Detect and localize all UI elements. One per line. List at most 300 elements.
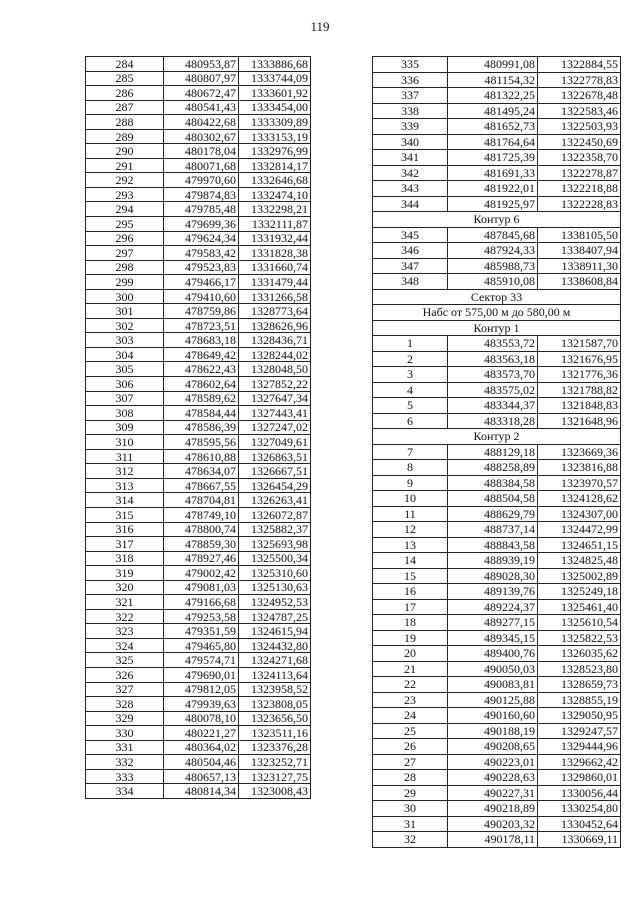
point-number: 22 <box>373 677 448 693</box>
x-coordinate: 488737,14 <box>448 522 538 538</box>
x-coordinate: 488939,19 <box>448 553 538 569</box>
x-coordinate: 478683,18 <box>164 333 239 348</box>
table-row <box>373 692 621 708</box>
point-number: 310 <box>86 435 164 450</box>
table-row <box>373 134 621 150</box>
table-row <box>373 537 621 553</box>
table-row <box>86 551 311 566</box>
table-row <box>86 57 311 72</box>
point-number: 314 <box>86 493 164 508</box>
x-coordinate: 478859,30 <box>164 537 239 552</box>
y-coordinate: 1325310,60 <box>239 566 311 581</box>
table-row <box>86 362 311 377</box>
point-number: 17 <box>373 599 448 615</box>
point-number: 316 <box>86 522 164 537</box>
point-number: 336 <box>373 72 448 88</box>
point-number: 303 <box>86 333 164 348</box>
point-number: 30 <box>373 801 448 817</box>
y-coordinate: 1323008,43 <box>239 784 311 799</box>
section-heading-row <box>373 289 621 305</box>
y-coordinate: 1328523,80 <box>538 661 621 677</box>
table-row <box>86 246 311 261</box>
x-coordinate: 478589,62 <box>164 391 239 406</box>
table-row <box>373 119 621 135</box>
point-number: 31 <box>373 816 448 832</box>
y-coordinate: 1332976,99 <box>239 144 311 159</box>
y-coordinate: 1325610,54 <box>538 615 621 631</box>
point-number: 3 <box>373 367 448 383</box>
x-coordinate: 487845,68 <box>448 227 538 243</box>
y-coordinate: 1322228,83 <box>538 196 621 212</box>
table-row <box>86 144 311 159</box>
table-row <box>86 755 311 770</box>
table-row <box>373 708 621 724</box>
point-number: 287 <box>86 100 164 115</box>
point-number: 324 <box>86 638 164 653</box>
y-coordinate: 1332814,17 <box>239 158 311 173</box>
point-number: 334 <box>86 784 164 799</box>
y-coordinate: 1325002,89 <box>538 568 621 584</box>
x-coordinate: 478595,56 <box>164 435 239 450</box>
x-coordinate: 489345,15 <box>448 630 538 646</box>
y-coordinate: 1329247,57 <box>538 723 621 739</box>
point-number: 320 <box>86 580 164 595</box>
table-row <box>373 553 621 569</box>
table-row <box>373 754 621 770</box>
table-row <box>373 816 621 832</box>
point-number: 19 <box>373 630 448 646</box>
table-row <box>86 202 311 217</box>
y-coordinate: 1326454,29 <box>239 478 311 493</box>
table-row <box>86 697 311 712</box>
x-coordinate: 479812,05 <box>164 682 239 697</box>
x-coordinate: 480953,87 <box>164 57 239 72</box>
y-coordinate: 1328626,96 <box>239 318 311 333</box>
table-row <box>373 832 621 848</box>
y-coordinate: 1321776,36 <box>538 367 621 383</box>
x-coordinate: 479351,59 <box>164 624 239 639</box>
table-row <box>86 784 311 799</box>
point-number: 312 <box>86 464 164 479</box>
table-row <box>373 336 621 352</box>
y-coordinate: 1327247,02 <box>239 420 311 435</box>
y-coordinate: 1328436,71 <box>239 333 311 348</box>
x-coordinate: 479939,63 <box>164 697 239 712</box>
y-coordinate: 1326035,62 <box>538 646 621 662</box>
section-heading-row <box>373 429 621 445</box>
y-coordinate: 1331266,58 <box>239 289 311 304</box>
table-row <box>86 493 311 508</box>
table-row <box>86 740 311 755</box>
y-coordinate: 1333309,89 <box>239 115 311 130</box>
point-number: 23 <box>373 692 448 708</box>
x-coordinate: 480541,43 <box>164 100 239 115</box>
table-row <box>86 624 311 639</box>
point-number: 6 <box>373 413 448 429</box>
x-coordinate: 480991,08 <box>448 57 538 73</box>
x-coordinate: 488843,58 <box>448 537 538 553</box>
point-number: 14 <box>373 553 448 569</box>
y-coordinate: 1331660,74 <box>239 260 311 275</box>
point-number: 286 <box>86 86 164 101</box>
y-coordinate: 1322358,70 <box>538 150 621 166</box>
x-coordinate: 489277,15 <box>448 615 538 631</box>
x-coordinate: 480078,10 <box>164 711 239 726</box>
x-coordinate: 489139,76 <box>448 584 538 600</box>
point-number: 309 <box>86 420 164 435</box>
table-row <box>86 304 311 319</box>
table-row <box>373 413 621 429</box>
point-number: 335 <box>373 57 448 73</box>
table-row <box>373 227 621 243</box>
y-coordinate: 1322778,83 <box>538 72 621 88</box>
y-coordinate: 1325693,98 <box>239 537 311 552</box>
table-row <box>86 507 311 522</box>
x-coordinate: 480807,97 <box>164 71 239 86</box>
table-row <box>86 129 311 144</box>
table-row <box>86 478 311 493</box>
point-number: 346 <box>373 243 448 259</box>
point-number: 29 <box>373 785 448 801</box>
point-number: 15 <box>373 568 448 584</box>
x-coordinate: 480504,46 <box>164 755 239 770</box>
y-coordinate: 1331479,44 <box>239 275 311 290</box>
point-number: 347 <box>373 258 448 274</box>
x-coordinate: 479690,01 <box>164 667 239 682</box>
table-row <box>373 150 621 166</box>
point-number: 288 <box>86 115 164 130</box>
y-coordinate: 1324825,48 <box>538 553 621 569</box>
x-coordinate: 483344,37 <box>448 398 538 414</box>
table-row <box>373 522 621 538</box>
point-number: 305 <box>86 362 164 377</box>
table-row <box>86 435 311 450</box>
y-coordinate: 1338608,84 <box>538 274 621 290</box>
y-coordinate: 1325822,53 <box>538 630 621 646</box>
point-number: 8 <box>373 460 448 476</box>
table-row <box>86 217 311 232</box>
x-coordinate: 478634,07 <box>164 464 239 479</box>
y-coordinate: 1331828,38 <box>239 246 311 261</box>
y-coordinate: 1323958,52 <box>239 682 311 697</box>
point-number: 325 <box>86 653 164 668</box>
y-coordinate: 1328773,64 <box>239 304 311 319</box>
point-number: 300 <box>86 289 164 304</box>
point-number: 323 <box>86 624 164 639</box>
table-row <box>373 72 621 88</box>
x-coordinate: 490208,65 <box>448 739 538 755</box>
y-coordinate: 1324307,00 <box>538 506 621 522</box>
y-coordinate: 1322503,93 <box>538 119 621 135</box>
table-row <box>86 275 311 290</box>
section-heading: Контур 2 <box>373 429 621 445</box>
y-coordinate: 1321587,70 <box>538 336 621 352</box>
x-coordinate: 481495,24 <box>448 103 538 119</box>
y-coordinate: 1332298,21 <box>239 202 311 217</box>
point-number: 7 <box>373 444 448 460</box>
point-number: 333 <box>86 769 164 784</box>
y-coordinate: 1332111,87 <box>239 217 311 232</box>
table-row <box>373 181 621 197</box>
table-row <box>373 103 621 119</box>
y-coordinate: 1325500,34 <box>239 551 311 566</box>
x-coordinate: 479466,17 <box>164 275 239 290</box>
x-coordinate: 479253,58 <box>164 609 239 624</box>
point-number: 326 <box>86 667 164 682</box>
y-coordinate: 1321848,83 <box>538 398 621 414</box>
x-coordinate: 490188,19 <box>448 723 538 739</box>
point-number: 321 <box>86 595 164 610</box>
x-coordinate: 481652,73 <box>448 119 538 135</box>
x-coordinate: 488629,79 <box>448 506 538 522</box>
y-coordinate: 1325130,63 <box>239 580 311 595</box>
table-row <box>86 231 311 246</box>
y-coordinate: 1338911,30 <box>538 258 621 274</box>
y-coordinate: 1324787,25 <box>239 609 311 624</box>
table-row <box>86 711 311 726</box>
x-coordinate: 488258,89 <box>448 460 538 476</box>
table-row <box>86 260 311 275</box>
x-coordinate: 480302,67 <box>164 129 239 144</box>
x-coordinate: 488504,58 <box>448 491 538 507</box>
x-coordinate: 479523,83 <box>164 260 239 275</box>
table-row <box>373 646 621 662</box>
y-coordinate: 1328244,02 <box>239 347 311 362</box>
table-row <box>373 460 621 476</box>
table-row <box>373 274 621 290</box>
x-coordinate: 480814,34 <box>164 784 239 799</box>
table-row <box>86 318 311 333</box>
x-coordinate: 487924,33 <box>448 243 538 259</box>
x-coordinate: 485910,08 <box>448 274 538 290</box>
point-number: 16 <box>373 584 448 600</box>
x-coordinate: 479785,48 <box>164 202 239 217</box>
section-heading-row <box>373 305 621 321</box>
table-row <box>86 377 311 392</box>
y-coordinate: 1326863,51 <box>239 449 311 464</box>
section-heading-row <box>373 212 621 228</box>
y-coordinate: 1329444,96 <box>538 739 621 755</box>
y-coordinate: 1325461,40 <box>538 599 621 615</box>
x-coordinate: 479002,42 <box>164 566 239 581</box>
table-row <box>373 243 621 259</box>
point-number: 18 <box>373 615 448 631</box>
x-coordinate: 480221,27 <box>164 726 239 741</box>
table-row <box>86 406 311 421</box>
y-coordinate: 1323808,05 <box>239 697 311 712</box>
x-coordinate: 478584,44 <box>164 406 239 421</box>
point-number: 318 <box>86 551 164 566</box>
y-coordinate: 1330452,64 <box>538 816 621 832</box>
x-coordinate: 479410,60 <box>164 289 239 304</box>
y-coordinate: 1338407,94 <box>538 243 621 259</box>
table-row <box>86 333 311 348</box>
x-coordinate: 483575,02 <box>448 382 538 398</box>
y-coordinate: 1325882,37 <box>239 522 311 537</box>
point-number: 339 <box>373 119 448 135</box>
x-coordinate: 478704,81 <box>164 493 239 508</box>
x-coordinate: 478586,39 <box>164 420 239 435</box>
x-coordinate: 480422,68 <box>164 115 239 130</box>
x-coordinate: 478602,64 <box>164 377 239 392</box>
point-number: 331 <box>86 740 164 755</box>
point-number: 10 <box>373 491 448 507</box>
table-row <box>373 677 621 693</box>
x-coordinate: 478622,43 <box>164 362 239 377</box>
x-coordinate: 478649,42 <box>164 347 239 362</box>
x-coordinate: 490223,01 <box>448 754 538 770</box>
x-coordinate: 479699,36 <box>164 217 239 232</box>
point-number: 330 <box>86 726 164 741</box>
point-number: 313 <box>86 478 164 493</box>
table-row <box>373 382 621 398</box>
x-coordinate: 481322,25 <box>448 88 538 104</box>
table-row <box>86 420 311 435</box>
point-number: 311 <box>86 449 164 464</box>
y-coordinate: 1323376,28 <box>239 740 311 755</box>
x-coordinate: 479624,34 <box>164 231 239 246</box>
point-number: 298 <box>86 260 164 275</box>
x-coordinate: 483563,18 <box>448 351 538 367</box>
table-row <box>373 770 621 786</box>
y-coordinate: 1322678,48 <box>538 88 621 104</box>
y-coordinate: 1323816,88 <box>538 460 621 476</box>
point-number: 302 <box>86 318 164 333</box>
y-coordinate: 1328659,73 <box>538 677 621 693</box>
y-coordinate: 1323511,16 <box>239 726 311 741</box>
x-coordinate: 479583,42 <box>164 246 239 261</box>
table-row <box>373 351 621 367</box>
point-number: 290 <box>86 144 164 159</box>
coordinates-table-left <box>85 56 311 799</box>
y-coordinate: 1324615,94 <box>239 624 311 639</box>
y-coordinate: 1324113,64 <box>239 667 311 682</box>
point-number: 341 <box>373 150 448 166</box>
point-number: 297 <box>86 246 164 261</box>
table-row <box>373 739 621 755</box>
x-coordinate: 490227,31 <box>448 785 538 801</box>
x-coordinate: 478723,51 <box>164 318 239 333</box>
table-row <box>373 785 621 801</box>
x-coordinate: 478610,88 <box>164 449 239 464</box>
table-row <box>86 173 311 188</box>
x-coordinate: 479081,03 <box>164 580 239 595</box>
x-coordinate: 490203,32 <box>448 816 538 832</box>
page-number: 119 <box>310 19 330 34</box>
table-row <box>86 391 311 406</box>
point-number: 299 <box>86 275 164 290</box>
y-coordinate: 1323656,50 <box>239 711 311 726</box>
section-heading: Контур 6 <box>373 212 621 228</box>
y-coordinate: 1324952,53 <box>239 595 311 610</box>
y-coordinate: 1323970,57 <box>538 475 621 491</box>
x-coordinate: 479970,60 <box>164 173 239 188</box>
x-coordinate: 490125,88 <box>448 692 538 708</box>
y-coordinate: 1322278,87 <box>538 165 621 181</box>
x-coordinate: 483573,70 <box>448 367 538 383</box>
y-coordinate: 1333454,00 <box>239 100 311 115</box>
table-row <box>373 444 621 460</box>
table-row <box>86 769 311 784</box>
point-number: 293 <box>86 187 164 202</box>
y-coordinate: 1328855,19 <box>538 692 621 708</box>
point-number: 344 <box>373 196 448 212</box>
point-number: 9 <box>373 475 448 491</box>
x-coordinate: 480657,13 <box>164 769 239 784</box>
point-number: 332 <box>86 755 164 770</box>
point-number: 345 <box>373 227 448 243</box>
table-row <box>86 347 311 362</box>
point-number: 343 <box>373 181 448 197</box>
table-row <box>373 801 621 817</box>
table-row <box>373 630 621 646</box>
table-row <box>86 289 311 304</box>
y-coordinate: 1327049,61 <box>239 435 311 450</box>
x-coordinate: 481691,33 <box>448 165 538 181</box>
point-number: 13 <box>373 537 448 553</box>
y-coordinate: 1326263,41 <box>239 493 311 508</box>
table-row <box>373 491 621 507</box>
y-coordinate: 1321676,95 <box>538 351 621 367</box>
section-heading: Контур 1 <box>373 320 621 336</box>
point-number: 306 <box>86 377 164 392</box>
point-number: 327 <box>86 682 164 697</box>
point-number: 289 <box>86 129 164 144</box>
table-row <box>86 86 311 101</box>
table-row <box>86 464 311 479</box>
y-coordinate: 1333744,09 <box>239 71 311 86</box>
x-coordinate: 480672,47 <box>164 86 239 101</box>
section-heading-row <box>373 320 621 336</box>
y-coordinate: 1321788,82 <box>538 382 621 398</box>
x-coordinate: 481725,39 <box>448 150 538 166</box>
table-row <box>373 599 621 615</box>
y-coordinate: 1332474,10 <box>239 187 311 202</box>
table-row <box>86 537 311 552</box>
table-row <box>373 584 621 600</box>
point-number: 328 <box>86 697 164 712</box>
table-row <box>86 522 311 537</box>
point-number: 338 <box>373 103 448 119</box>
table-row <box>373 506 621 522</box>
y-coordinate: 1324432,80 <box>239 638 311 653</box>
y-coordinate: 1322218,88 <box>538 181 621 197</box>
point-number: 301 <box>86 304 164 319</box>
table-row <box>373 367 621 383</box>
y-coordinate: 1326667,51 <box>239 464 311 479</box>
table-row <box>86 71 311 86</box>
table-row <box>373 398 621 414</box>
point-number: 20 <box>373 646 448 662</box>
y-coordinate: 1324128,62 <box>538 491 621 507</box>
x-coordinate: 481925,97 <box>448 196 538 212</box>
y-coordinate: 1330669,11 <box>538 832 621 848</box>
table-row <box>86 115 311 130</box>
y-coordinate: 1327852,22 <box>239 377 311 392</box>
point-number: 27 <box>373 754 448 770</box>
y-coordinate: 1321648,96 <box>538 413 621 429</box>
x-coordinate: 478800,74 <box>164 522 239 537</box>
x-coordinate: 483553,72 <box>448 336 538 352</box>
table-row <box>86 682 311 697</box>
x-coordinate: 478759,86 <box>164 304 239 319</box>
table-row <box>86 449 311 464</box>
table-row <box>373 57 621 73</box>
y-coordinate: 1322583,46 <box>538 103 621 119</box>
x-coordinate: 479574,71 <box>164 653 239 668</box>
y-coordinate: 1329050,95 <box>538 708 621 724</box>
x-coordinate: 479166,68 <box>164 595 239 610</box>
